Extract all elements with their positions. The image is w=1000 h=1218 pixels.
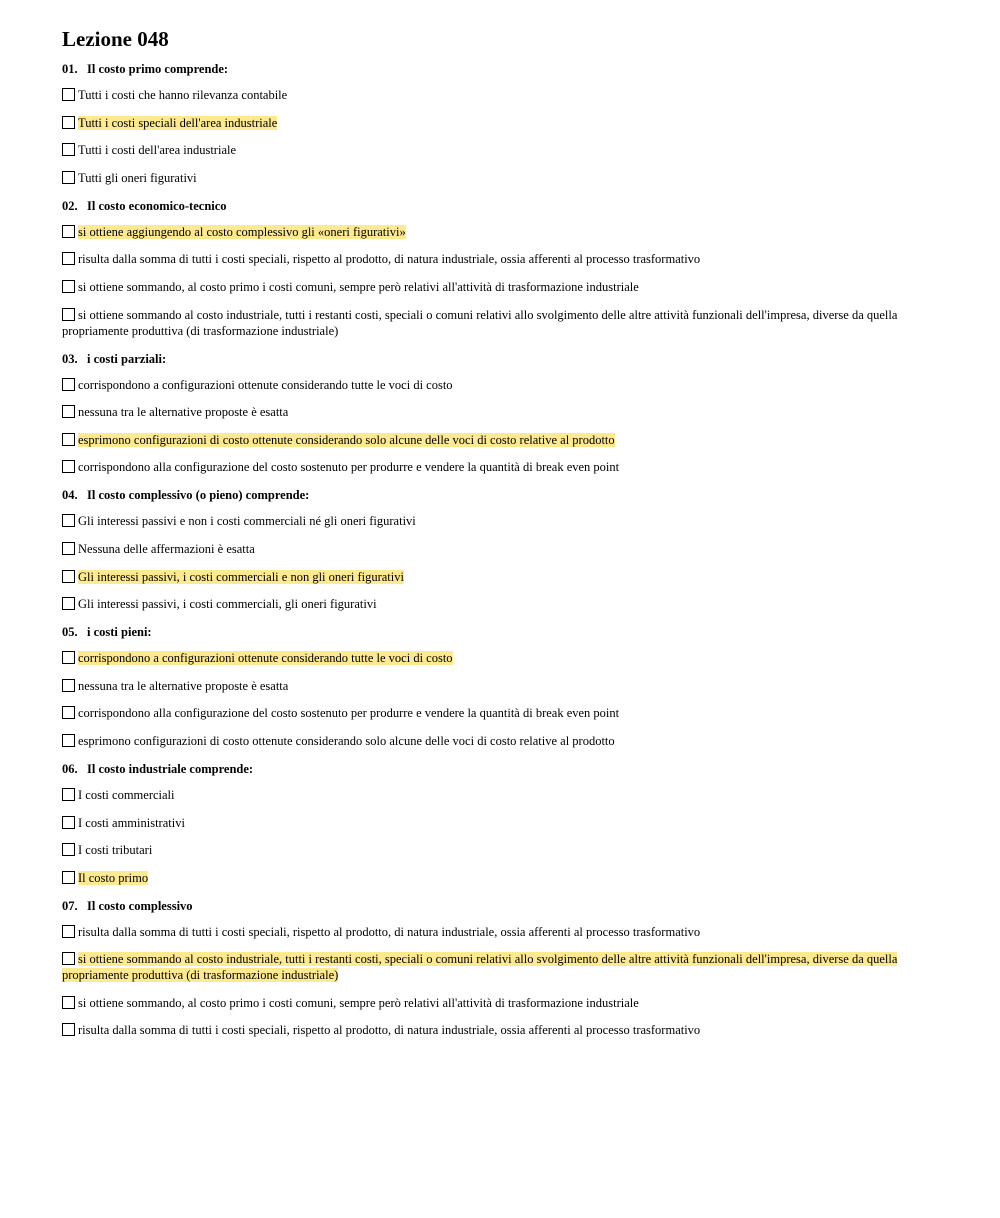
answer-option-correct [62,224,922,240]
answer-checkbox[interactable] [62,651,75,664]
answer-checkbox[interactable] [62,734,75,747]
answer-option [62,678,922,694]
question-heading [62,624,922,640]
answer-checkbox[interactable] [62,280,75,293]
answer-option [62,596,922,612]
highlighted-answer-text: esprimono configurazioni di costo ottenute considerando solo alcune delle voci di costo relative al prodotto [78,432,615,447]
answer-checkbox[interactable] [62,433,75,446]
answer-option [62,842,922,858]
question-text: i costi pieni: [87,625,152,640]
answer-option-correct [62,115,922,131]
answer-text: corrispondono alla configurazione del costo sostenuto per produrre e vendere la quantità di break even point [78,706,620,721]
question-block [62,61,922,186]
answer-checkbox[interactable] [62,460,75,473]
answer-option [62,87,922,103]
answer-checkbox[interactable] [62,143,75,156]
answer-text: si ottiene sommando, al costo primo i costi comuni, sempre però relativi all'attività di trasformazione industriale [78,995,639,1010]
quiz-page [62,26,922,1050]
answer-option [62,459,922,475]
question-block [62,487,922,612]
answer-text: Tutti i costi dell'area industriale [78,143,237,158]
answer-option [62,1022,922,1038]
answer-checkbox[interactable] [62,514,75,527]
question-text: Il costo primo comprende: [87,62,229,76]
question-number: 07. [62,898,78,913]
question-block [62,761,922,886]
answer-checkbox[interactable] [62,706,75,719]
answer-option [62,787,922,803]
answer-text: I costi commerciali [78,787,175,802]
answer-option [62,279,922,295]
answer-text: Gli interessi passivi e non i costi commerciali né gli oneri figurativi [78,514,416,529]
answer-text: I costi tributari [78,843,153,858]
answer-text: Tutti gli oneri figurativi [78,170,197,185]
answer-text: si ottiene sommando, al costo primo i costi comuni, sempre però relativi all'attività di trasformazione industriale [78,279,639,294]
answer-option [62,733,922,749]
answer-option-correct [62,432,922,448]
answer-option [62,404,922,420]
answer-checkbox[interactable] [62,88,75,101]
question-number: 02. [62,198,78,213]
question-number: 05. [62,625,78,640]
answer-text: esprimono configurazioni di costo ottenute considerando solo alcune delle voci di costo relative al prodotto [78,733,615,748]
answer-option [62,307,922,339]
answer-option [62,995,922,1011]
question-heading [62,198,922,214]
answer-text: risulta dalla somma di tutti i costi speciali, rispetto al prodotto, di natura industriale, ossia afferenti al processo trasformativo [78,252,701,267]
answer-checkbox[interactable] [62,405,75,418]
answer-option [62,815,922,831]
answer-option-correct [62,569,922,585]
answer-checkbox[interactable] [62,116,75,129]
answer-option-correct [62,951,922,983]
answer-text: risulta dalla somma di tutti i costi speciali, rispetto al prodotto, di natura industriale, ossia afferenti al processo trasformativo [78,924,701,939]
answer-text: Tutti i costi che hanno rilevanza contabile [78,88,288,102]
question-block [62,351,922,476]
question-list [62,61,922,1038]
answer-checkbox[interactable] [62,816,75,829]
answer-text: nessuna tra le alternative proposte è esatta [78,678,289,693]
question-text: i costi parziali: [87,351,167,366]
answer-option [62,705,922,721]
highlighted-answer-text: Gli interessi passivi, i costi commerciali e non gli oneri figurativi [78,569,404,584]
answer-checkbox[interactable] [62,952,75,965]
answer-option [62,170,922,186]
highlighted-answer-text: si ottiene aggiungendo al costo complessivo gli «oneri figurativi» [78,224,406,239]
answer-option [62,251,922,267]
question-heading [62,351,922,367]
answer-checkbox[interactable] [62,570,75,583]
question-text: Il costo complessivo [87,898,193,913]
question-text: Il costo complessivo (o pieno) comprende: [87,488,310,503]
question-heading [62,761,922,777]
answer-checkbox[interactable] [62,788,75,801]
question-block [62,624,922,749]
highlighted-answer-text: Il costo primo [78,870,149,885]
question-block [62,198,922,339]
answer-option [62,541,922,557]
answer-text: Gli interessi passivi, i costi commerciali, gli oneri figurativi [78,597,377,612]
answer-option-correct [62,650,922,666]
highlighted-answer-text: corrispondono a configurazioni ottenute considerando tutte le voci di costo [78,651,453,666]
answer-text: risulta dalla somma di tutti i costi speciali, rispetto al prodotto, di natura industriale, ossia afferenti al processo trasformativo [78,1023,701,1038]
highlighted-answer-text: si ottiene sommando al costo industriale, tutti i restanti costi, speciali o comuni relativi allo svolgimento delle altre attività funzionali dell'impresa, diverse da quella propriamente produttiva (di trasformazione industriale) [62,952,898,983]
answer-text: si ottiene sommando al costo industriale, tutti i restanti costi, speciali o comuni relativi allo svolgimento delle altre attività funzionali dell'impresa, diverse da quella propriamente produttiva (di trasformazione industriale) [62,307,898,338]
answer-text: corrispondono a configurazioni ottenute considerando tutte le voci di costo [78,377,453,392]
answer-text: I costi amministrativi [78,815,185,830]
answer-checkbox[interactable] [62,871,75,884]
answer-text: Nessuna delle affermazioni è esatta [78,541,255,556]
answer-checkbox[interactable] [62,679,75,692]
question-text: Il costo industriale comprende: [87,761,254,776]
answer-checkbox[interactable] [62,225,75,238]
question-number: 01. [62,62,78,76]
question-heading [62,61,922,77]
answer-option [62,924,922,940]
answer-checkbox[interactable] [62,597,75,610]
answer-checkbox[interactable] [62,843,75,856]
answer-text: corrispondono alla configurazione del costo sostenuto per produrre e vendere la quantità di break even point [78,460,620,475]
question-number: 04. [62,488,78,503]
answer-option [62,142,922,158]
question-number: 03. [62,351,78,366]
answer-checkbox[interactable] [62,1023,75,1036]
highlighted-answer-text: Tutti i costi speciali dell'area industriale [78,115,278,130]
answer-checkbox[interactable] [62,542,75,555]
answer-checkbox[interactable] [62,996,75,1009]
question-heading [62,487,922,503]
answer-checkbox[interactable] [62,925,75,938]
question-number: 06. [62,761,78,776]
lesson-title: Lezione 048 [62,27,169,51]
answer-option [62,513,922,529]
answer-checkbox[interactable] [62,378,75,391]
answer-text: nessuna tra le alternative proposte è esatta [78,405,289,420]
answer-option-correct [62,870,922,886]
answer-checkbox[interactable] [62,252,75,265]
question-text: Il costo economico-tecnico [87,198,227,213]
answer-checkbox[interactable] [62,308,75,321]
question-heading [62,898,922,914]
question-block [62,898,922,1039]
answer-option [62,377,922,393]
answer-checkbox[interactable] [62,171,75,184]
